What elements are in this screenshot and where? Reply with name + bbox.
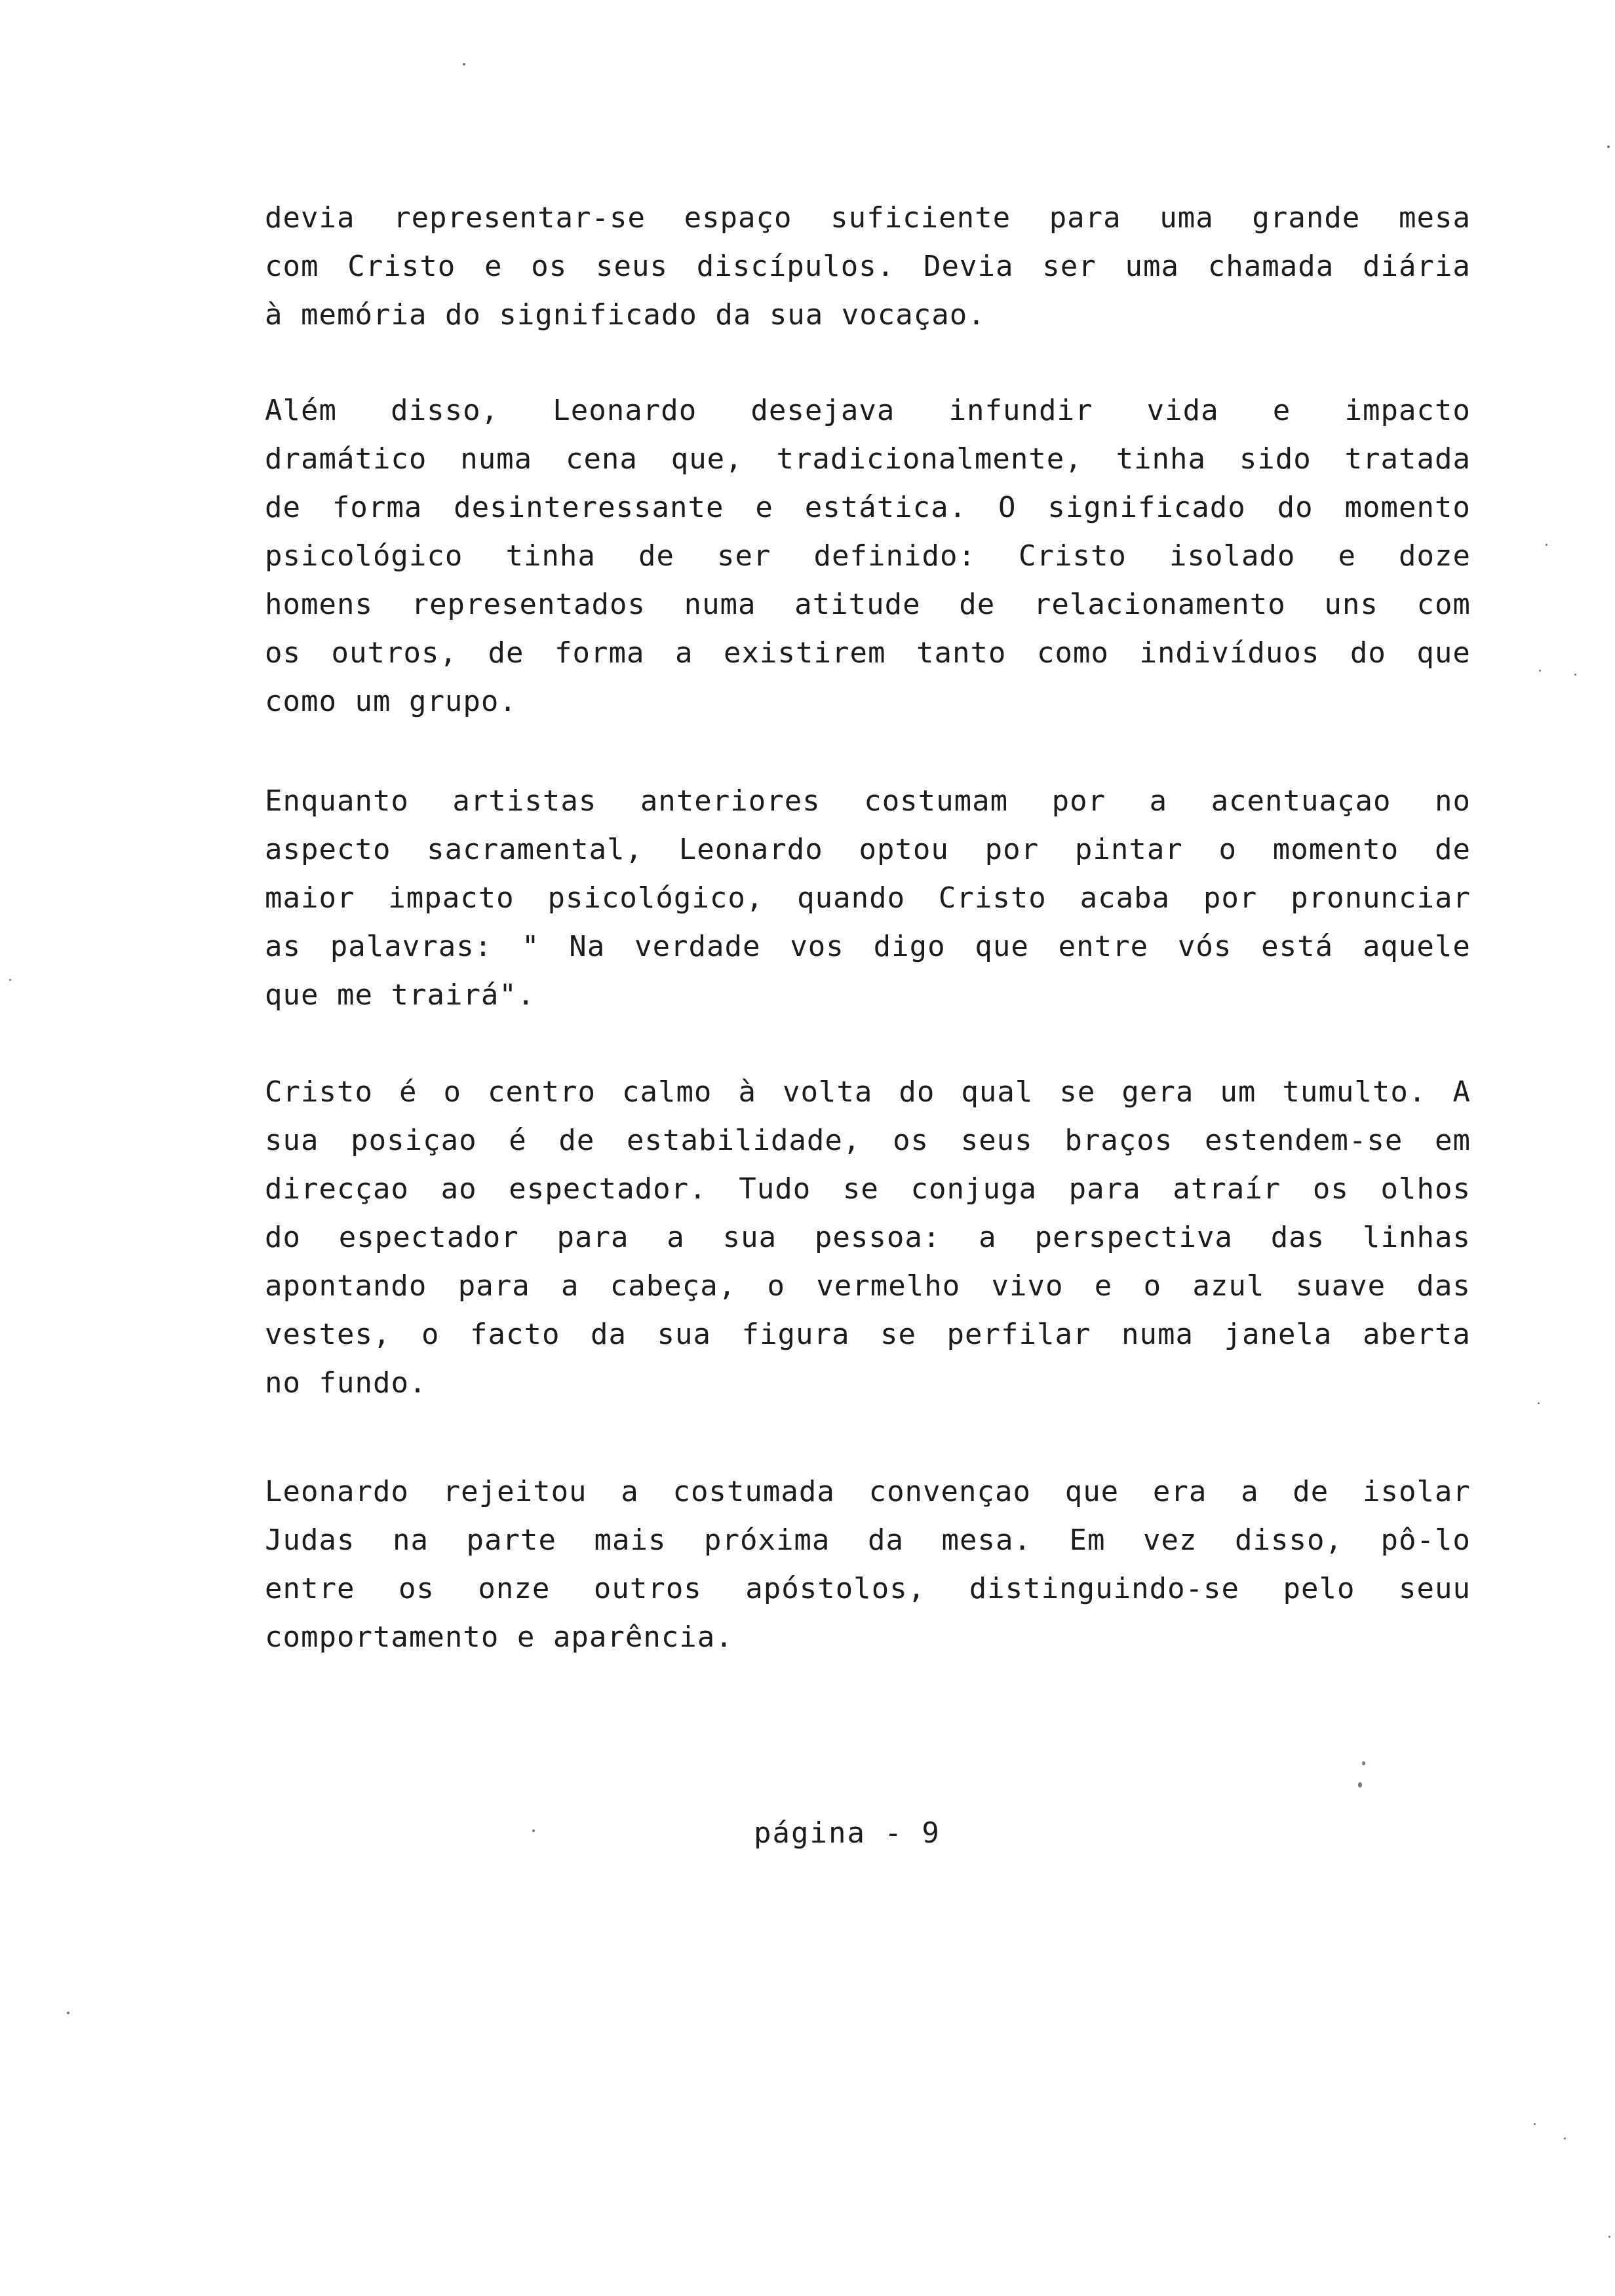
word: espaço bbox=[684, 201, 792, 235]
word: psicológico bbox=[265, 539, 463, 573]
word: que, bbox=[671, 442, 743, 476]
text-line bbox=[265, 532, 1471, 581]
word: mesa. bbox=[941, 1523, 1032, 1557]
word: um bbox=[1220, 1075, 1256, 1109]
word: está bbox=[1261, 930, 1334, 963]
scan-speck bbox=[67, 2012, 69, 2014]
scan-speck bbox=[532, 1829, 535, 1832]
word: Leonardo bbox=[678, 833, 823, 866]
word: de bbox=[488, 636, 524, 670]
word: me bbox=[336, 978, 373, 1012]
word: outros bbox=[593, 1572, 702, 1605]
word: pintar bbox=[1074, 833, 1183, 866]
word: isolar bbox=[1362, 1475, 1471, 1508]
word: doze bbox=[1399, 539, 1471, 573]
word: palavras: bbox=[330, 930, 493, 963]
word: no bbox=[1434, 784, 1471, 818]
word: existirem bbox=[724, 636, 886, 670]
text-line bbox=[265, 194, 1471, 242]
paragraph bbox=[265, 1068, 1471, 1407]
word: pronunciar bbox=[1291, 881, 1471, 915]
text-line bbox=[265, 1068, 1471, 1117]
word: rejeitou bbox=[442, 1475, 587, 1508]
text-line bbox=[265, 874, 1471, 923]
word: do bbox=[444, 298, 481, 332]
word: atraír bbox=[1173, 1172, 1281, 1206]
word: de bbox=[1293, 1475, 1329, 1508]
word: a bbox=[1241, 1475, 1259, 1508]
word: convençao bbox=[868, 1475, 1031, 1508]
word: impacto bbox=[388, 881, 515, 915]
word: das bbox=[1416, 1269, 1471, 1303]
word: como bbox=[1036, 636, 1109, 670]
word: chamada bbox=[1207, 250, 1334, 283]
word: tradicionalmente, bbox=[776, 442, 1083, 476]
scan-speck bbox=[1574, 674, 1576, 676]
text-line bbox=[265, 971, 1471, 1020]
word: do bbox=[899, 1075, 935, 1109]
text-line bbox=[265, 1214, 1471, 1262]
word: volta bbox=[782, 1075, 873, 1109]
word: e bbox=[755, 491, 773, 524]
word: sido bbox=[1239, 442, 1312, 476]
word: espectador. bbox=[509, 1172, 707, 1206]
word: à bbox=[738, 1075, 756, 1109]
word: calmo bbox=[621, 1075, 712, 1109]
word: vida bbox=[1146, 394, 1219, 427]
text-line bbox=[265, 629, 1471, 678]
word: dramático bbox=[265, 442, 427, 476]
paragraph bbox=[265, 387, 1471, 726]
word: pessoa: bbox=[814, 1221, 941, 1254]
text-line bbox=[265, 387, 1471, 435]
word: parte bbox=[466, 1523, 556, 1557]
word: o bbox=[421, 1318, 440, 1351]
word: grande bbox=[1252, 201, 1361, 235]
word: ser bbox=[1042, 250, 1097, 283]
word: por bbox=[1203, 881, 1258, 915]
word: do bbox=[1350, 636, 1386, 670]
word: forma bbox=[332, 491, 423, 524]
word: e bbox=[484, 250, 503, 283]
word: o bbox=[1218, 833, 1237, 866]
text-line bbox=[265, 826, 1471, 874]
paragraph bbox=[265, 777, 1471, 1020]
word: em bbox=[1435, 1124, 1471, 1157]
word: por bbox=[1051, 784, 1106, 818]
word: ser bbox=[716, 539, 771, 573]
word: suficiente bbox=[830, 201, 1011, 235]
word: quando bbox=[797, 881, 906, 915]
word: vermelho bbox=[816, 1269, 961, 1303]
word: linhas bbox=[1362, 1221, 1471, 1254]
word: a bbox=[560, 1269, 579, 1303]
word: grupo. bbox=[408, 685, 517, 718]
scan-speck bbox=[463, 63, 465, 66]
text-line bbox=[265, 1165, 1471, 1214]
word: digo bbox=[873, 930, 946, 963]
word: Judas bbox=[265, 1523, 355, 1557]
word: se bbox=[1059, 1075, 1096, 1109]
word: direcçao bbox=[265, 1172, 409, 1206]
word: facto bbox=[470, 1318, 560, 1351]
word: apóstolos, bbox=[745, 1572, 926, 1605]
paragraph bbox=[265, 194, 1471, 339]
word: Cristo bbox=[265, 1075, 373, 1109]
word: verdade bbox=[634, 930, 761, 963]
word: Devia bbox=[923, 250, 1014, 283]
word: Leonardo bbox=[553, 394, 697, 427]
text-line bbox=[265, 581, 1471, 629]
word: seus bbox=[596, 250, 669, 283]
word: a bbox=[1149, 784, 1168, 818]
word: a bbox=[674, 636, 693, 670]
word: tanto bbox=[916, 636, 1007, 670]
word: Tudo bbox=[739, 1172, 811, 1206]
word: O bbox=[998, 491, 1017, 524]
word: isolado bbox=[1169, 539, 1296, 573]
word: relacionamento bbox=[1033, 588, 1286, 621]
word: por bbox=[984, 833, 1040, 866]
word: uma bbox=[1159, 201, 1214, 235]
word: ao bbox=[440, 1172, 477, 1206]
word: mesa bbox=[1398, 201, 1471, 235]
word: A bbox=[1452, 1075, 1471, 1109]
word: uma bbox=[1125, 250, 1179, 283]
word: o bbox=[767, 1269, 786, 1303]
word: Leonardo bbox=[265, 1475, 409, 1508]
word: das bbox=[1270, 1221, 1325, 1254]
word: acentuaçao bbox=[1211, 784, 1391, 818]
text-line bbox=[265, 1565, 1471, 1613]
word: do bbox=[265, 1221, 301, 1254]
word: cena bbox=[565, 442, 638, 476]
word: com bbox=[1416, 588, 1471, 621]
word: perfilar bbox=[946, 1318, 1091, 1351]
word: a bbox=[979, 1221, 997, 1254]
text-line bbox=[265, 1468, 1471, 1516]
word: que bbox=[1416, 636, 1471, 670]
text-line bbox=[265, 1613, 1471, 1662]
word: de bbox=[959, 588, 996, 621]
word: aquele bbox=[1362, 930, 1471, 963]
word: é bbox=[399, 1075, 418, 1109]
word: desinteressante bbox=[454, 491, 724, 524]
word: acaba bbox=[1080, 881, 1171, 915]
word: aspecto bbox=[265, 833, 391, 866]
word: e bbox=[1272, 394, 1291, 427]
word: onze bbox=[478, 1572, 551, 1605]
word: é bbox=[509, 1124, 527, 1157]
scan-speck bbox=[1564, 2137, 1566, 2139]
word: sua bbox=[265, 1124, 319, 1157]
word: tratada bbox=[1344, 442, 1471, 476]
word: de bbox=[265, 491, 301, 524]
word: pô-lo bbox=[1380, 1523, 1471, 1557]
word: que bbox=[265, 978, 319, 1012]
word: no bbox=[265, 1366, 301, 1400]
scan-speck bbox=[1358, 1782, 1362, 1788]
word: numa bbox=[684, 588, 756, 621]
scan-speck bbox=[1546, 544, 1547, 546]
text-line bbox=[265, 1262, 1471, 1311]
word: conjuga bbox=[910, 1172, 1037, 1206]
word: seus bbox=[960, 1124, 1033, 1157]
word: estendem-se bbox=[1204, 1124, 1403, 1157]
word: vez bbox=[1142, 1523, 1197, 1557]
word: distinguindo-se bbox=[969, 1572, 1240, 1605]
word: anteriores bbox=[640, 784, 821, 818]
word: vivo bbox=[991, 1269, 1064, 1303]
word: posiçao bbox=[351, 1124, 477, 1157]
word: a bbox=[667, 1221, 685, 1254]
text-line bbox=[265, 1117, 1471, 1165]
word: janela bbox=[1224, 1318, 1333, 1351]
word: braços bbox=[1064, 1124, 1173, 1157]
scan-speck bbox=[1539, 670, 1541, 672]
word: era bbox=[1152, 1475, 1207, 1508]
word: costumada bbox=[672, 1475, 835, 1508]
word: espectador bbox=[338, 1221, 519, 1254]
word: se bbox=[880, 1318, 916, 1351]
word: definido: bbox=[813, 539, 976, 573]
word: comportamento bbox=[265, 1620, 499, 1654]
text-line bbox=[265, 1359, 1471, 1407]
word: suave bbox=[1295, 1269, 1386, 1303]
word: apontando bbox=[265, 1269, 427, 1303]
word: representar-se bbox=[393, 201, 646, 235]
word: e bbox=[1338, 539, 1356, 573]
word: se bbox=[842, 1172, 879, 1206]
word: psicológico, bbox=[547, 881, 764, 915]
word: optou bbox=[859, 833, 949, 866]
word: devia bbox=[265, 201, 355, 235]
scan-speck bbox=[1534, 2123, 1536, 2125]
word: azul bbox=[1192, 1269, 1265, 1303]
word: sacramental, bbox=[427, 833, 644, 866]
word: uns bbox=[1324, 588, 1378, 621]
word: desejava bbox=[750, 394, 895, 427]
word: os bbox=[398, 1572, 435, 1605]
word: como bbox=[265, 685, 337, 718]
word: o bbox=[1143, 1269, 1162, 1303]
word: aparência. bbox=[553, 1620, 733, 1654]
word: a bbox=[621, 1475, 639, 1508]
word: aberta bbox=[1362, 1318, 1471, 1351]
word: seuu bbox=[1398, 1572, 1471, 1605]
word: as bbox=[265, 930, 301, 963]
word: trairá". bbox=[391, 978, 535, 1012]
text-line bbox=[265, 777, 1471, 826]
word: para bbox=[457, 1269, 530, 1303]
word: os bbox=[1312, 1172, 1349, 1206]
word: fundo. bbox=[319, 1366, 427, 1400]
word: e bbox=[1094, 1269, 1113, 1303]
word: sua bbox=[722, 1221, 777, 1254]
word: olhos bbox=[1380, 1172, 1471, 1206]
word: vocaçao. bbox=[841, 298, 986, 332]
word: sua bbox=[769, 298, 824, 332]
word: Cristo bbox=[347, 250, 456, 283]
word: estabilidade, bbox=[627, 1124, 861, 1157]
word: forma bbox=[555, 636, 645, 670]
word: de bbox=[638, 539, 674, 573]
word: à bbox=[265, 298, 283, 332]
word: Cristo bbox=[1018, 539, 1127, 573]
scan-speck bbox=[9, 979, 11, 981]
word: os bbox=[531, 250, 568, 283]
word: um bbox=[355, 685, 391, 718]
word: indivíduos bbox=[1139, 636, 1320, 670]
word: o bbox=[443, 1075, 461, 1109]
word: de bbox=[558, 1124, 595, 1157]
word: infundir bbox=[948, 394, 1093, 427]
word: e bbox=[516, 1620, 535, 1654]
word: " bbox=[522, 930, 540, 963]
word: centro bbox=[488, 1075, 596, 1109]
text-line bbox=[265, 484, 1471, 532]
word: Enquanto bbox=[265, 784, 409, 818]
word: do bbox=[1277, 491, 1313, 524]
word: perspectiva bbox=[1034, 1221, 1233, 1254]
text-line bbox=[265, 1516, 1471, 1565]
word: pelo bbox=[1283, 1572, 1355, 1605]
word: de bbox=[1434, 833, 1471, 866]
word: entre bbox=[265, 1572, 355, 1605]
word: vestes, bbox=[265, 1318, 391, 1351]
word: na bbox=[392, 1523, 429, 1557]
word: cabeça, bbox=[610, 1269, 737, 1303]
word: representados bbox=[411, 588, 646, 621]
word: mais bbox=[594, 1523, 667, 1557]
word: Em bbox=[1069, 1523, 1106, 1557]
word: gera bbox=[1121, 1075, 1194, 1109]
word: entre bbox=[1058, 930, 1149, 963]
word: Além bbox=[265, 394, 337, 427]
word: homens bbox=[265, 588, 373, 621]
word: vós bbox=[1177, 930, 1232, 963]
word: momento bbox=[1272, 833, 1399, 866]
word: que bbox=[1064, 1475, 1119, 1508]
word: numa bbox=[460, 442, 533, 476]
text-line bbox=[265, 435, 1471, 484]
scan-speck bbox=[1608, 2236, 1610, 2238]
word: próxima bbox=[703, 1523, 830, 1557]
word: diária bbox=[1362, 250, 1471, 283]
paragraph bbox=[265, 1468, 1471, 1662]
word: que bbox=[975, 930, 1029, 963]
word: maior bbox=[265, 881, 355, 915]
word: impacto bbox=[1344, 394, 1471, 427]
scan-speck bbox=[1538, 1402, 1540, 1404]
word: com bbox=[265, 250, 319, 283]
text-line bbox=[265, 678, 1471, 726]
word: significado bbox=[499, 298, 697, 332]
word: da bbox=[715, 298, 752, 332]
text-line bbox=[265, 242, 1471, 291]
word: estática. bbox=[804, 491, 967, 524]
page-number: página - 9 bbox=[754, 1816, 941, 1850]
word: os bbox=[893, 1124, 929, 1157]
word: tumulto. bbox=[1282, 1075, 1427, 1109]
scan-speck bbox=[1607, 145, 1610, 148]
word: para bbox=[556, 1221, 629, 1254]
word: tinha bbox=[505, 539, 596, 573]
word: figura bbox=[741, 1318, 850, 1351]
word: vos bbox=[790, 930, 844, 963]
word: sua bbox=[657, 1318, 711, 1351]
word: para bbox=[1068, 1172, 1141, 1206]
word: da bbox=[867, 1523, 904, 1557]
word: qual bbox=[961, 1075, 1034, 1109]
word: discípulos. bbox=[696, 250, 895, 283]
word: artistas bbox=[452, 784, 597, 818]
word: tinha bbox=[1116, 442, 1207, 476]
scan-speck bbox=[1362, 1761, 1365, 1765]
word: atitude bbox=[794, 588, 921, 621]
word: outros, bbox=[331, 636, 457, 670]
word: Cristo bbox=[938, 881, 1047, 915]
text-line bbox=[265, 923, 1471, 971]
word: disso, bbox=[391, 394, 499, 427]
word: momento bbox=[1344, 491, 1471, 524]
text-line bbox=[265, 291, 1471, 339]
word: numa bbox=[1121, 1318, 1194, 1351]
word: Na bbox=[569, 930, 606, 963]
text-line bbox=[265, 1311, 1471, 1359]
word: para bbox=[1049, 201, 1121, 235]
word: significado bbox=[1047, 491, 1246, 524]
word: costumam bbox=[864, 784, 1009, 818]
word: os bbox=[265, 636, 301, 670]
word: memória bbox=[301, 298, 427, 332]
word: disso, bbox=[1234, 1523, 1343, 1557]
word: da bbox=[590, 1318, 627, 1351]
